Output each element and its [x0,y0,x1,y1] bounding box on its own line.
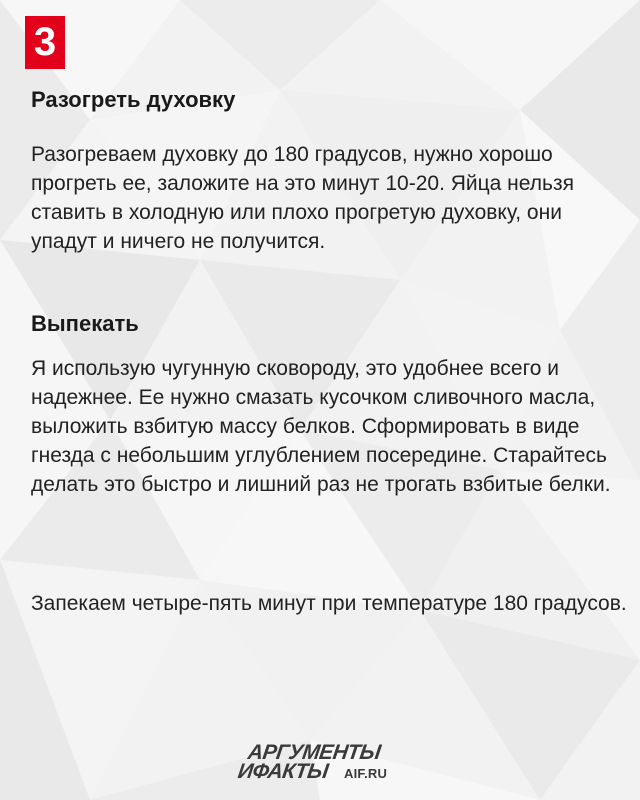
section-heading-bake: Выпекать [31,311,139,336]
section-paragraph-bake-method: Я использую чугунную сковороду, это удобнее всего и надежнее. Ее нужно смазать кусочком сливочного масла, выложить взбитую массу белков. Сформировать в виде гнезда с небольшим углублением посередине. Старайтесь делать это быстро и лишний раз не трогать взбитые белки. [31,357,611,496]
section-paragraph-preheat: Разогреваем духовку до 180 градусов, нужно хорошо прогреть ее, заложите на это минут 10-20. Яйца нельзя ставить в холодную или плохо прогретую духовку, они упадут и ничего не получится. [31,143,574,253]
logo-line-argumenty: АРГУМЕНТЫ [246,741,382,764]
step-number-badge: 3 [25,16,65,69]
logo-site: AIF.RU [344,766,388,781]
section-heading-preheat: Разогреть духовку [31,87,236,112]
aif-logo [238,742,408,786]
logo-line-ifakty: ИФАКТЫ [236,760,330,783]
section-paragraph-bake-time: Запекаем четыре-пять минут при температуре 180 градусов. [31,592,627,615]
